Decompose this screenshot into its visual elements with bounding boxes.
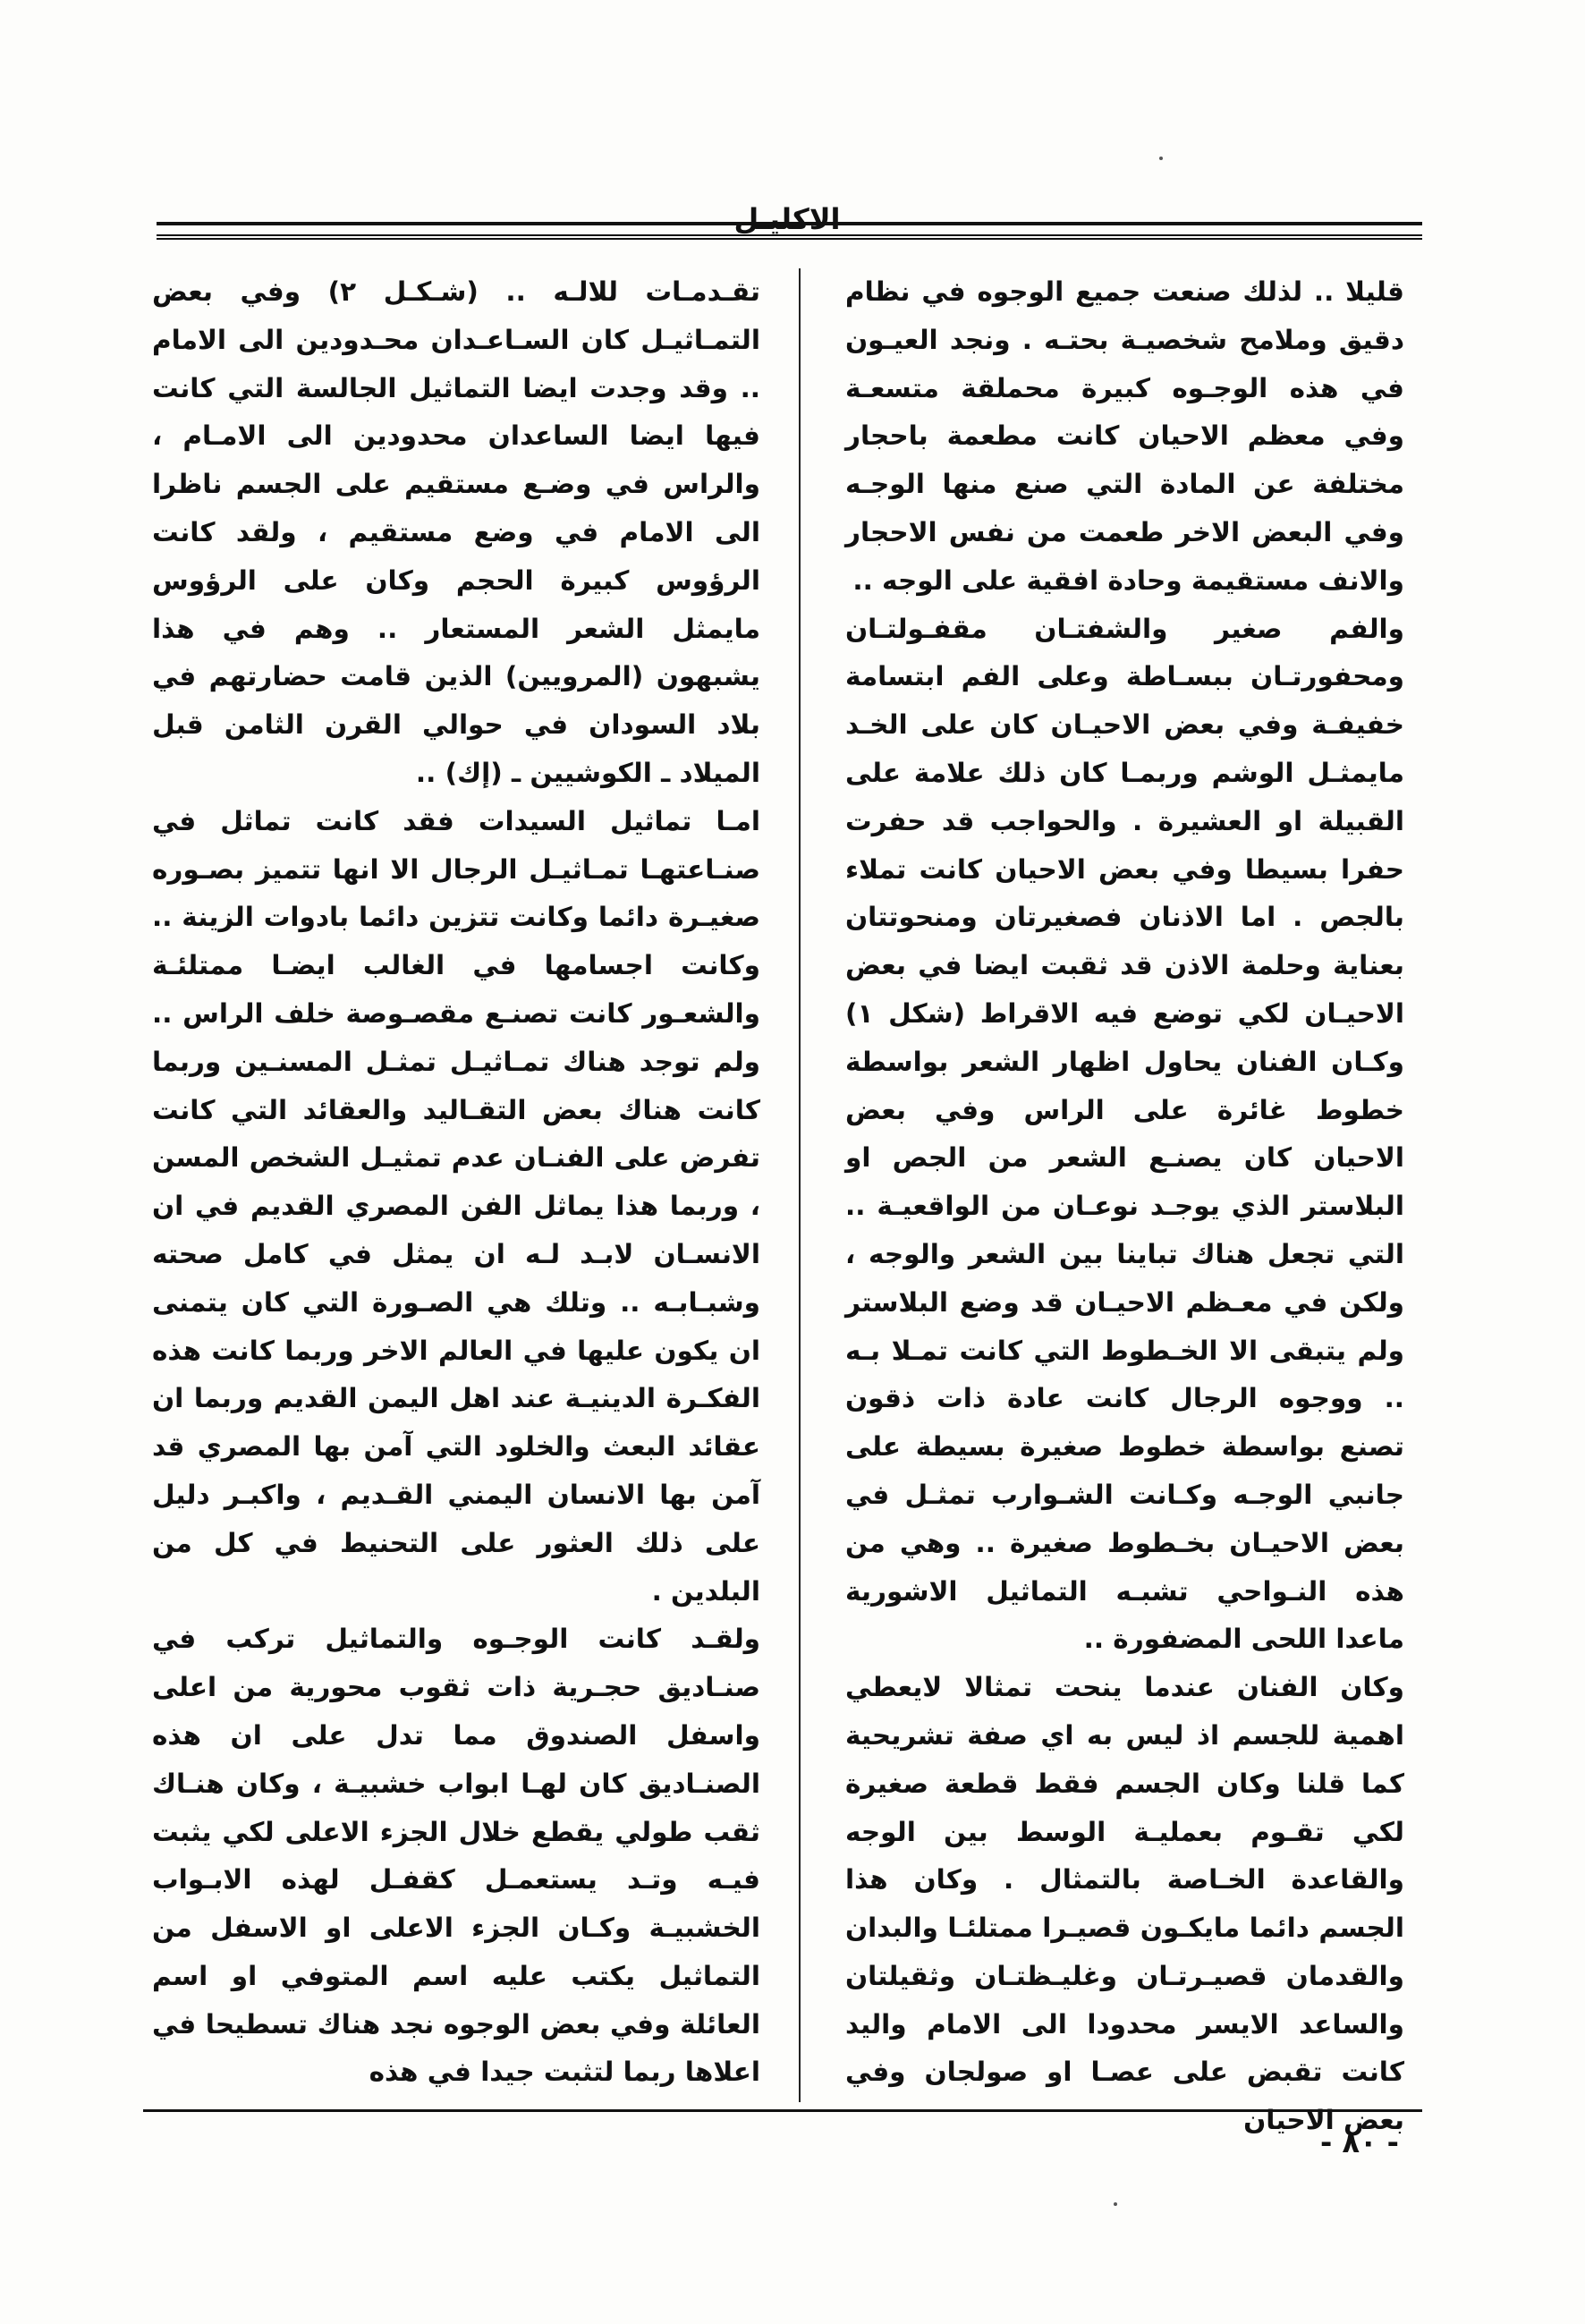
scan-speck xyxy=(1159,157,1163,160)
paragraph: وكان الفنان عندما ينحت تمثالا لايعطي اهمية للجسم اذ ليس به اي صفة تشريحية كما قلنا وكان الجسم فقط قطعة صغيرة لكي تقـوم بعمليـة الوسط بين الوجه والقاعدة الخـاصة بالتمثال . وكان هذا الجسم دائما مايكـون قصيـرا ممتلئـا والبدان والقدمان قصيـرتـان وغليـظتـان وثقيلتان والساعد الايسر محدودا الى الامام واليد كانت تقبض على عصـا او صولجان وفي بعض الاحيان xyxy=(845,1672,1404,2136)
column-divider xyxy=(799,268,801,2102)
header-rule-secondary xyxy=(157,234,1422,236)
page-number: - ٨٠ - xyxy=(1320,2125,1399,2159)
paragraph: قليلا .. لذلك صنعت جميع الوجوه في نظام دقيق وملامح شخصيـة بحتـه . ونجد العيـون في هذه الوجـوه كبيرة محملقة متسعـة وفي معظم الاحيان كانت مطعمة باحجار مختلفة عن المادة التي صنع منها الوجـه وفي البعض الاخر طعمت من نفس الاحجار والانف مستقيمة وحادة افقية على الوجه .. xyxy=(845,276,1404,596)
footer-rule xyxy=(143,2109,1422,2112)
header-rule xyxy=(157,222,1422,240)
paragraph: امـا تماثيل السيدات فقد كانت تماثل في صنـاعتهـا تمـاثيـل الرجال الا انها تتميز بصـوره صغيـرة دائما وكانت تتزين دائما بادوات الزينة .. وكانت اجسامها في الغالب ايضـا ممتلئـة والشعـور كانت تصنـع مقصـوصة خلف الراس .. ولم توجد هناك تمـاثيـل تمثـل المسنـين وربما كانت هناك بعض التقـاليد والعقائد التي كانت تفرض على الفنـان عدم تمثيـل الشخص المسن ، وربما هذا يماثل الفن المصري القديم في ان الانسـان لابـد لـه ان يمثل في كامل صحته وشبـابـه .. وتلك هي الصـورة التي كان يتمنى ان يكون عليها في العالم الاخر وربما كانت هذه الفكـرة الدينيـة عند اهل اليمن القديم وربما ان عقائد البعث والخلود التي آمن بها المصري قد آمن بها الانسان اليمني القـديم ، واكبـر دليل على ذلك العثور على التحنيط في كل من البلدين . xyxy=(152,805,760,1607)
paragraph: ولقـد كانت الوجـوه والتماثيل تركب في صنـاديق حجـرية ذات ثقوب محورية من اعلى واسفل الصندوق مما تدل على ان هذه الصنـاديق كان لهـا ابواب خشبيـة ، وكان هنـاك ثقب طولي يقطع خلال الجزء الاعلى لكي يثبت فيـه وتـد يستعمـل كقفـل لهذه الابـواب الخشبيـة وكـان الجزء الاعلى او الاسفل من التماثيل يكتب عليه اسم المتوفي او اسم العائلة وفي بعض الوجوه نجد هناك تسطيحا في اعلاها ربما لتثبت جيدا في هذه xyxy=(152,1624,760,2088)
paragraph: والفم صغير والشفتـان مقفـولتـان ومحفورتـان ببسـاطة وعلى الفم ابتسامة خفيفـة وفي بعض الاحيـان كان على الخـد مايمثـل الوشم وربمـا كان ذلك علامة على القبيلة او العشيرة . والحواجب قد حفرت حفرا بسيطا وفي بعض الاحيان كانت تملاء بالجص . اما الاذنان فصغيرتان ومنحوتتان بعناية وحلمة الاذن قد ثقبت ايضا في بعض الاحيـان لكي توضع فيه الاقراط (شكل ١) وكـان الفنان يحاول اظهار الشعر بواسطة خطوط غائرة على الراس وفي بعض الاحيان كان يصنـع الشعر من الجص او البلاستر الذي يوجـد نوعـان من الواقعيـة .. التي تجعل هناك تباينا بين الشعر والوجه ، ولكن في معـظم الاحيـان قد وضع البلاستر ولم يتبقى الا الخـطوط التي كانت تمـلا بـه .. ووجوه الرجال كانت عادة ذات ذقون تصنع بواسطة خطوط صغيرة بسيطة على جانبي الوجـه وكـانت الشـوارب تمثـل في بعض الاحيـان بخـطوط صغيرة .. وهي من هذه النـواحي تشبـه التماثيل الاشورية ماعدا اللحى المضفورة .. xyxy=(845,613,1404,1655)
paragraph: تقـدمـات للالـه .. (شـكـل ٢) وفي بعض التمـاثيـل كان السـاعـدان محـدودين الى الامام .. وقد وجدت ايضا التماثيل الجالسة التي كانت فيها ايضا الساعدان محدودين الى الامـام ، والراس في وضـع مستقيم على الجسم ناظرا الى الامام في وضع مستقيم ، ولقد كانت الرؤوس كبيرة الحجم وكان على الرؤوس مايمثل الشعر المستعار .. وهم في هذا يشبهون (المرويين) الذين قامت حضارتهم في بلاد السودان في حوالي القرن الثامن قبل الميلاد ـ الكوشيين ـ (إك) .. xyxy=(152,276,760,788)
journal-title: الاكليـل xyxy=(733,202,841,236)
left-column xyxy=(152,268,760,2097)
scan-speck xyxy=(1114,2202,1117,2206)
right-column xyxy=(845,268,1404,2145)
